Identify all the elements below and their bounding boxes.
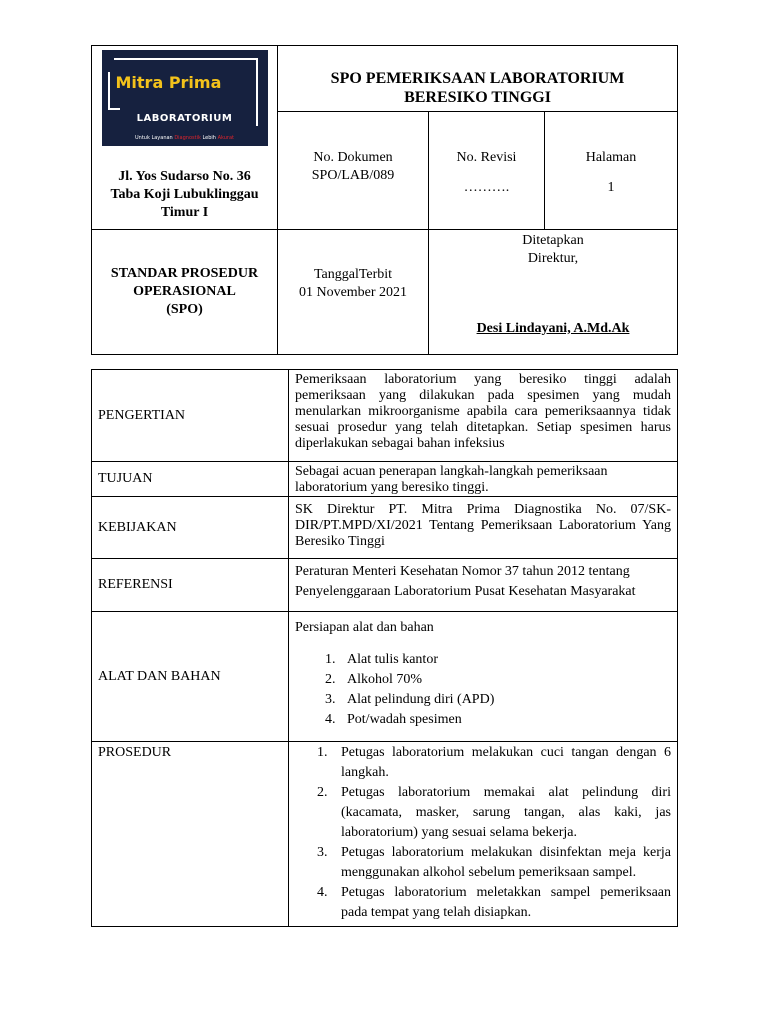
spo-label: STANDAR PROSEDUR OPERASIONAL (SPO) bbox=[110, 265, 259, 317]
approval-block bbox=[429, 230, 677, 353]
revision-value: ………. bbox=[463, 180, 510, 196]
pengertian-text: Pemeriksaan laboratorium yang beresiko tinggi adalah pemeriksaan yang dilakukan pada spesimen yang mudah menularkan mikroorganisme apabila cara pemeriksaannya tidak sesuai prosedur yang telah ditetapkan. Setiap spesimen harus diperlakukan sebagai bahan infeksius bbox=[289, 370, 678, 462]
approval-set-label: Ditetapkan bbox=[522, 232, 584, 248]
spo-content-table bbox=[91, 369, 678, 927]
document-title: SPO PEMERIKSAAN LABORATORIUM BERESIKO TINGGI bbox=[330, 70, 625, 106]
pengertian-label: PENGERTIAN bbox=[92, 370, 289, 462]
table-row bbox=[92, 462, 678, 497]
issue-date-value: 01 November 2021 bbox=[298, 284, 408, 300]
alat-label: ALAT DAN BAHAN bbox=[92, 612, 289, 742]
table-row bbox=[92, 559, 678, 612]
prosedur-list bbox=[295, 743, 671, 923]
list-item: 2. Alkohol 70% bbox=[325, 672, 423, 687]
table-row bbox=[92, 612, 678, 742]
prosedur-content bbox=[289, 742, 678, 927]
kebijakan-text: SK Direktur PT. Mitra Prima Diagnostika No. 07/SK-DIR/PT.MPD/XI/2021 Tentang Pemeriksaan Laboratorium Yang Beresiko Tinggi bbox=[289, 497, 678, 559]
list-item: 2. Petugas laboratorium memakai alat pelindung diri (kacamata, masker, sarung tangan, alas kaki, jas laboratorium) yang sesuai selama bekerja. bbox=[317, 785, 671, 840]
page-value: 1 bbox=[607, 180, 615, 196]
spo-cell bbox=[92, 229, 278, 354]
logo-address-cell bbox=[92, 46, 278, 230]
prosedur-label: PROSEDUR bbox=[92, 742, 289, 927]
list-item: 1. Alat tulis kantor bbox=[325, 652, 438, 667]
doc-number-label: No. Dokumen bbox=[313, 150, 393, 166]
tujuan-label: TUJUAN bbox=[92, 462, 289, 497]
referensi-label: REFERENSI bbox=[92, 559, 289, 612]
page-label: Halaman bbox=[585, 150, 637, 166]
alat-content bbox=[289, 612, 678, 742]
logo-tagline: Untuk Layanan Diagnostik Lebih Akurat bbox=[135, 135, 234, 141]
referensi-text: Peraturan Menteri Kesehatan Nomor 37 tahun 2012 tentang Penyelenggaraan Laboratorium Pusat Kesehatan Masyarakat bbox=[289, 559, 678, 612]
doc-number-value: SPO/LAB/089 bbox=[311, 168, 395, 184]
approval-cell bbox=[429, 229, 678, 354]
logo-brand: Mitra Prima bbox=[115, 73, 222, 92]
title-cell bbox=[278, 46, 678, 112]
doc-number-cell bbox=[278, 112, 429, 229]
revision-cell bbox=[429, 112, 545, 229]
document-header-table bbox=[91, 45, 678, 355]
issue-date-cell bbox=[278, 229, 429, 354]
table-row bbox=[92, 742, 678, 927]
list-item: 3. Alat pelindung diri (APD) bbox=[325, 692, 495, 707]
list-item: 4. Pot/wadah spesimen bbox=[325, 712, 462, 727]
page-cell bbox=[545, 112, 678, 229]
table-row bbox=[92, 370, 678, 462]
revision-label: No. Revisi bbox=[456, 150, 517, 166]
approval-role: Direktur, bbox=[527, 250, 579, 266]
issue-date-label: TanggalTerbit bbox=[313, 266, 393, 282]
mitra-prima-logo bbox=[102, 50, 268, 146]
list-item: 3. Petugas laboratorium melakukan disinfektan meja kerja menggunakan alkohol sebelum pemeriksaan sampel. bbox=[317, 845, 671, 880]
alat-list bbox=[295, 650, 671, 730]
list-item: 1. Petugas laboratorium melakukan cuci tangan dengan 6 langkah. bbox=[317, 745, 671, 780]
list-item: 4. Petugas laboratorium meletakkan sampel pemeriksaan pada tempat yang telah disiapkan. bbox=[317, 885, 671, 920]
alat-intro: Persiapan alat dan bahan bbox=[295, 620, 434, 635]
logo-subtitle: LABORATORIUM bbox=[136, 113, 233, 124]
tujuan-text: Sebagai acuan penerapan langkah-langkah pemeriksaan laboratorium yang beresiko tinggi. bbox=[289, 462, 678, 497]
table-row bbox=[92, 497, 678, 559]
signer-name: Desi Lindayani, A.Md.Ak bbox=[476, 320, 630, 336]
address: Jl. Yos Sudarso No. 36 Taba Koji Lubuklinggau Timur I bbox=[110, 169, 259, 220]
kebijakan-label: KEBIJAKAN bbox=[92, 497, 289, 559]
